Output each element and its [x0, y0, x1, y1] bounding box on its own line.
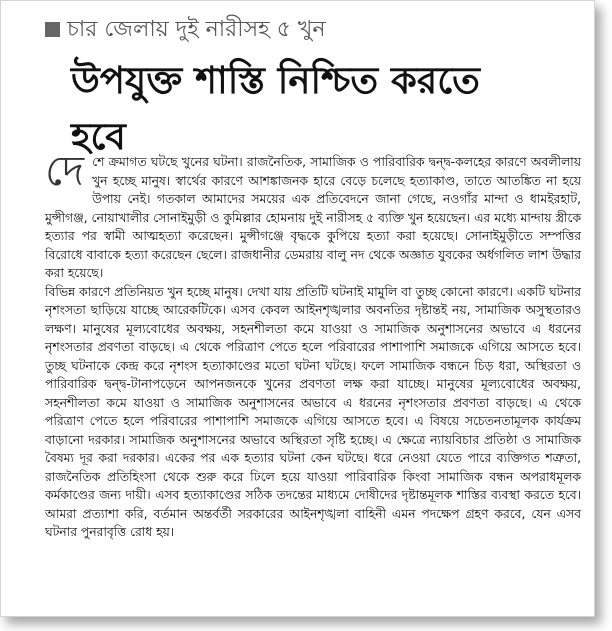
headline: উপযুক্ত শাস্তি নিশ্চিত করতে হবে — [71, 59, 480, 158]
square-bullet-icon — [45, 22, 60, 37]
paragraph-2: বিভিন্ন কারণে প্রতিনিয়ত খুন হচ্ছে মানুষ। দেখা যায় প্রতিটি ঘটনাই মামুলি বা তুচ্ছ কোনো কারণে। একটি ঘটনার নৃশংসতা ছাড়িয়ে যাচ্ছে আরেকটিকে। এসব কেবল আইনশৃঙ্খলার অবনতির দৃষ্টান্তই নয়, সামাজিক অসুস্থতারও লক্ষণ। মানুষের মূল্যবোধের অবক্ষয়, সহনশীলতা কমে যাওয়া ও সামাজিক অনুশাসনের অভাবে এ ধরনের নৃশংসতার প্রবণতা বাড়ছে। এ থেকে পরিত্রাণ পেতে হলে পরিবারের পাশাপাশি সমাজকে এগিয়ে আসতে হবে। তুচ্ছ ঘটনাকে কেন্দ্র করে নৃশংস হত্যাকাণ্ডের মতো ঘটনা ঘটছে। ফলে সামাজিক বন্ধনে চিড় ধরা, অস্থিরতা ও পারিবারিক দ্বন্দ্ব-টানাপড়েনে আপনজনকে খুনের প্রবণতা লক্ষ করা যাচ্ছে। মানুষের মূল্যবোধের অবক্ষয়, সহনশীলতা কমে যাওয়া ও সামাজিক অনুশাসনের অভাবে এ ধরনের নৃশংসতার প্রবণতা বাড়ছে। এ থেকে পরিত্রাণ পেতে হলে পরিবারের পাশাপাশি সমাজকে এগিয়ে আসতে হবে। এ বিষয়ে সচেতনতামূলক কার্যক্রম বাড়ানো দরকার। সামাজিক অনুশাসনের অভাবে অস্থিরতা সৃষ্টি হচ্ছে। এ ক্ষেত্রে ন্যায়বিচার প্রতিষ্ঠা ও সামাজিক বৈষম্য দূর করা দরকার। একের পর এক হত্যার ঘটনা কেন ঘটছে। ধরে নেওয়া যেতে পারে ব্যক্তিগত শত্রুতা, রাজনৈতিক প্রতিহিংসা থেকে শুরু করে ঢিলে হয়ে যাওয়া পারিবারিক কিংবা সামাজিক বন্ধন অপরাধমূলক কর্মকাণ্ডের জন্য দায়ী। এসব হত্যাকাণ্ডের সঠিক তদন্তের মাধ্যমে দোষীদের দৃষ্টান্তমূলক শাস্তির ব্যবস্থা করতে হবে। আমরা প্রত্যাশা করি, বর্তমান অন্তর্বর্তী সরকারের আইনশৃঙ্খলা বাহিনী এমন পদক্ষেপ গ্রহণ করবে, যেন এসব ঘটনার পুনরাবৃত্তি রোধ হয়। — [45, 284, 581, 539]
paragraph-1-text: শে ক্রমাগত ঘটছে খুনের ঘটনা। রাজনৈতিক, সামাজিক ও পারিবারিক দ্বন্দ্ব-কলহের কারণে অবলীলায় খুন হচ্ছে মানুষ। স্বার্থের কারণে আশঙ্কাজনক হারে বেড়ে চলেছে হত্যাকাণ্ড, তাতে আতঙ্কিত না হয়ে উপায় নেই। গতকাল আমাদের সময়ের এক প্রতিবেদনে জানা গেছে, নওগাঁর মান্দা ও ধামইরহাট, মুন্সীগঞ্জ, নোয়াখালীর সোনাইমুড়ী ও কুমিল্লার হোমনায় দুই নারীসহ ৫ ব্যক্তি খুন হয়েছেন। এর মধ্যে মান্দায় স্ত্রীকে হত্যার পর স্বামী আত্মহত্যা করেছেন। মুন্সীগঞ্জে বৃদ্ধকে কুপিয়ে হত্যা করা হয়েছে। সোনাইমুড়ীতে সম্পত্তির বিরোধে বাবাকে হত্যা করেছেন ছেলে। রাজধানীর ডেমরায় বালু নদ থেকে অজ্ঞাত যুবকের অর্ধগলিত লাশ উদ্ধার করা হয়েছে। — [45, 155, 581, 280]
paragraph-1 — [45, 146, 581, 283]
article-body — [45, 146, 581, 542]
drop-cap: দে — [45, 146, 85, 195]
kicker-line — [45, 15, 326, 45]
kicker-text: চার জেলায় দুই নারীসহ ৫ খুন — [67, 17, 326, 42]
